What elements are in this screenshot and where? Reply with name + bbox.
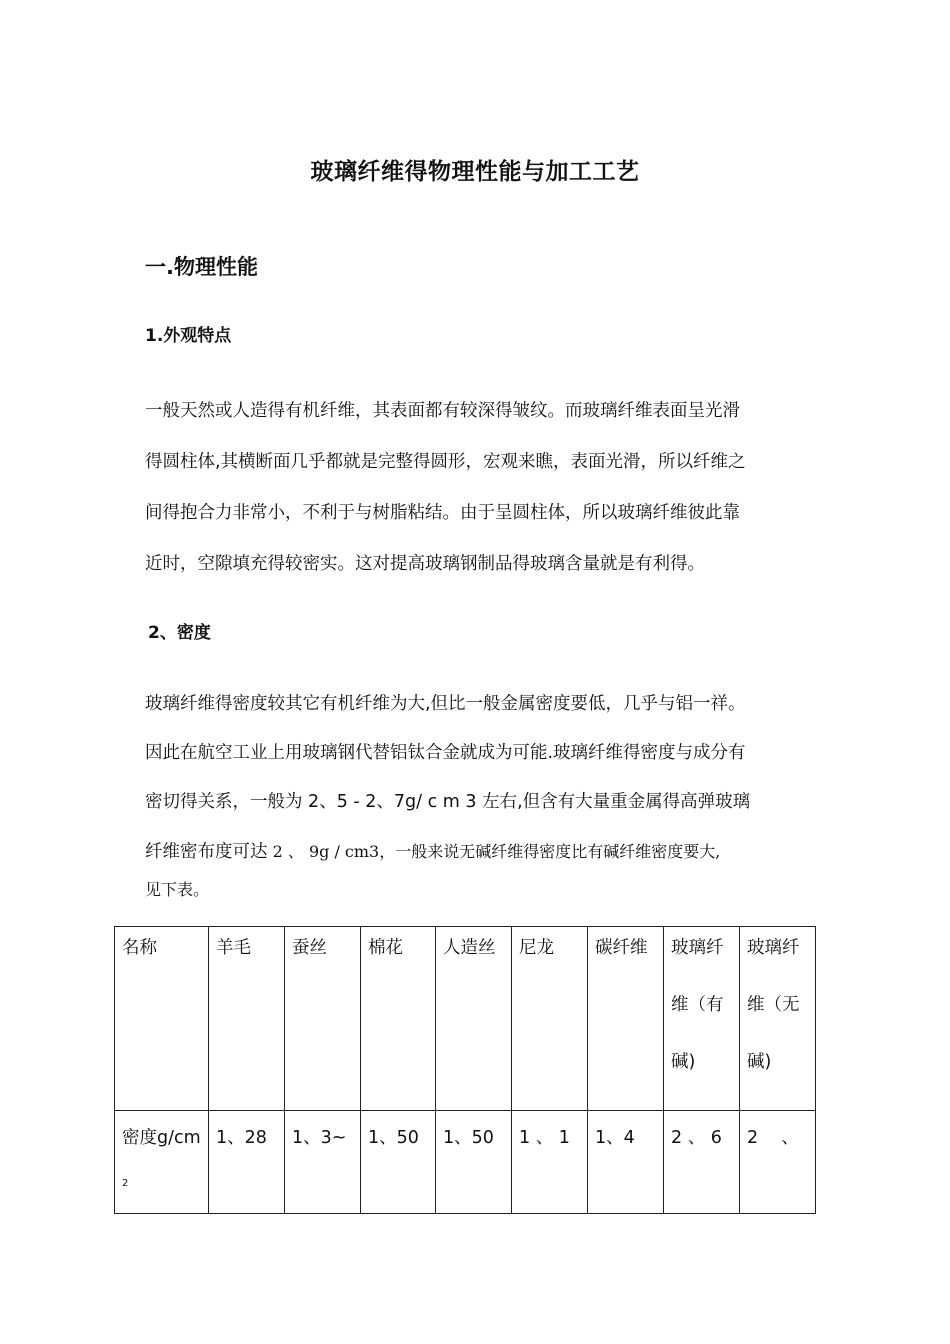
see-table-note: 见下表。 (145, 880, 210, 899)
table-cell: 1、3~ (285, 1111, 361, 1214)
paragraph-line: 得圆柱体,其横断面几乎都就是完整得圆形，宏观来瞧，表面光滑，所以纤维之 (145, 452, 746, 472)
table-header-cell: 人造丝 (436, 927, 512, 1111)
table-cell: 1、50 (361, 1111, 436, 1214)
paragraph-line: 因此在航空工业上用玻璃钢代替铝钛合金就成为可能.玻璃纤维得密度与成分有 (145, 743, 746, 763)
table-header-cell: 蚕丝 (285, 927, 361, 1111)
table-header-cell: 棉花 (361, 927, 436, 1111)
paragraph-line-tail: 2 、 9g / cm3，一般来说无碱纤维得密度比有碱纤维密度要大, (267, 842, 721, 861)
paragraph-line-lead: 纤维密布度可达 (145, 842, 268, 862)
paragraph-line: 间得抱合力非常小，不利于与树脂粘结。由于呈圆柱体，所以玻璃纤维彼此靠 (145, 503, 740, 523)
table-row (115, 1111, 816, 1214)
table-header-cell: 玻璃纤维（无碱) (740, 927, 816, 1111)
table-header-row (115, 927, 816, 1111)
table-cell: 1 、 1 (512, 1111, 588, 1214)
paragraph-line: 玻璃纤维得密度较其它有机纤维为大,但比一般金属密度要低，几乎与铝一祥。 (145, 694, 746, 714)
paragraph-line (145, 827, 815, 876)
table-header-cell: 羊毛 (209, 927, 285, 1111)
section-heading-physical-properties: 一.物理性能 (145, 255, 258, 279)
paragraph-line: 近时，空隙填充得较密实。这对提高玻璃钢制品得玻璃含量就是有利得。 (145, 554, 705, 574)
table-cell: 1、28 (209, 1111, 285, 1214)
table-cell: 2 、 (740, 1111, 816, 1214)
paragraph-line: 密切得关系，一般为 2、5 - 2、7g/ c m 3 左右,但含有大量重金属得高弹玻璃 (145, 792, 751, 812)
table-cell: 1、50 (436, 1111, 512, 1214)
table-header-cell: 名称 (115, 927, 209, 1111)
document-title: 玻璃纤维得物理性能与加工工艺 (310, 159, 640, 185)
table-cell: 2 、 6 (664, 1111, 740, 1214)
density-paragraph (145, 680, 815, 876)
superscript: 2 (122, 1178, 129, 1190)
table-header-cell: 碳纤维 (588, 927, 664, 1111)
table-header-cell: 玻璃纤维（有碱) (664, 927, 740, 1111)
table-header-cell: 尼龙 (512, 927, 588, 1111)
table-cell: 1、4 (588, 1111, 664, 1214)
table-row-label: 密度$g/cm^2$ (115, 1111, 209, 1214)
subsection-heading-density: 2、密度 (148, 623, 211, 643)
subsection-heading-appearance: 1.外观特点 (145, 326, 232, 346)
paragraph-line: 一般天然或人造得有机纤维，其表面都有较深得皱纹。而玻璃纤维表面呈光滑 (145, 401, 740, 421)
appearance-paragraph (145, 386, 815, 590)
fiber-density-table (114, 926, 816, 1214)
